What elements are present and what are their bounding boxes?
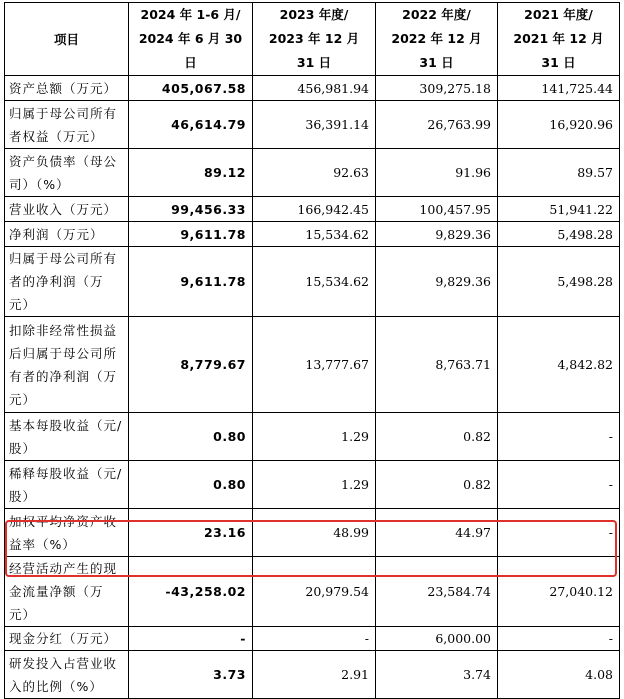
header-item: 项目: [5, 3, 129, 76]
value-2022: 44.97: [376, 509, 498, 557]
value-2021: -: [498, 509, 620, 557]
header-col-2022-line2: 2022 年 12 月 31 日: [391, 31, 482, 70]
header-col-2024h1-line1: 2024 年 1-6 月/: [140, 7, 241, 22]
value-2021: -: [498, 461, 620, 509]
value-2023: 48.99: [253, 509, 376, 557]
value-2024h1: 99,456.33: [129, 197, 253, 222]
value-2021: 51,941.22: [498, 197, 620, 222]
value-2022: 91.96: [376, 149, 498, 197]
value-2021: -: [498, 627, 620, 651]
header-col-2023: [253, 3, 376, 76]
row-label: 资产负债率（母公司）（%）: [5, 149, 129, 197]
table-row: [5, 197, 620, 222]
value-2021: 141,725.44: [498, 76, 620, 101]
value-2022: 0.82: [376, 461, 498, 509]
value-2022: 9,829.36: [376, 222, 498, 247]
value-2023: -: [253, 627, 376, 651]
value-2023: 166,942.45: [253, 197, 376, 222]
value-2024h1: -43,258.02: [129, 557, 253, 627]
value-2022: 9,829.36: [376, 247, 498, 317]
row-label: 研发投入占营业收入的比例（%）: [5, 651, 129, 699]
table-row: [5, 76, 620, 101]
value-2024h1: 405,067.58: [129, 76, 253, 101]
value-2023: 15,534.62: [253, 222, 376, 247]
value-2022: 6,000.00: [376, 627, 498, 651]
value-2023: 20,979.54: [253, 557, 376, 627]
value-2023: 36,391.14: [253, 101, 376, 149]
row-label: 经营活动产生的现金流量净额（万元）: [5, 557, 129, 627]
row-label: 稀释每股收益（元/股）: [5, 461, 129, 509]
header-col-2022: [376, 3, 498, 76]
value-2023: 13,777.67: [253, 317, 376, 413]
header-col-2022-line1: 2022 年度/: [402, 7, 471, 22]
header-col-2023-line2: 2023 年 12 月 31 日: [268, 31, 360, 70]
value-2024h1: 23.16: [129, 509, 253, 557]
value-2021: 89.57: [498, 149, 620, 197]
row-label: 营业收入（万元）: [5, 197, 129, 222]
row-label: 基本每股收益（元/股）: [5, 413, 129, 461]
table-row: [5, 222, 620, 247]
financial-data-table: [4, 2, 620, 699]
row-label: 现金分红（万元）: [5, 627, 129, 651]
row-label: 加权平均净资产收益率（%）: [5, 509, 129, 557]
value-2024h1: 0.80: [129, 413, 253, 461]
value-2023: 15,534.62: [253, 247, 376, 317]
table-row: [5, 149, 620, 197]
table-row: [5, 247, 620, 317]
value-2023: 456,981.94: [253, 76, 376, 101]
value-2022: 309,275.18: [376, 76, 498, 101]
table-row: [5, 413, 620, 461]
value-2021: 4,842.82: [498, 317, 620, 413]
header-row: [5, 3, 620, 76]
value-2023: 92.63: [253, 149, 376, 197]
header-col-2024h1: [129, 3, 253, 76]
value-2023: 1.29: [253, 413, 376, 461]
value-2024h1: 9,611.78: [129, 247, 253, 317]
table-row-highlighted: [5, 557, 620, 627]
row-label: 扣除非经常性损益后归属于母公司所有者的净利润（万元）: [5, 317, 129, 413]
value-2023: 1.29: [253, 461, 376, 509]
value-2024h1: 8,779.67: [129, 317, 253, 413]
value-2021: 27,040.12: [498, 557, 620, 627]
value-2024h1: 46,614.79: [129, 101, 253, 149]
value-2021: 5,498.28: [498, 222, 620, 247]
value-2023: 2.91: [253, 651, 376, 699]
value-2024h1: 9,611.78: [129, 222, 253, 247]
value-2022: 3.74: [376, 651, 498, 699]
value-2021: 5,498.28: [498, 247, 620, 317]
value-2021: 16,920.96: [498, 101, 620, 149]
value-2022: 100,457.95: [376, 197, 498, 222]
row-label: 归属于母公司所有者权益（万元）: [5, 101, 129, 149]
header-col-2021: [498, 3, 620, 76]
value-2022: 23,584.74: [376, 557, 498, 627]
value-2022: 0.82: [376, 413, 498, 461]
row-label: 资产总额（万元）: [5, 76, 129, 101]
value-2024h1: 3.73: [129, 651, 253, 699]
table-row: [5, 509, 620, 557]
table-row: [5, 627, 620, 651]
value-2022: 8,763.71: [376, 317, 498, 413]
header-col-2021-line2: 2021 年 12 月 31 日: [513, 31, 604, 70]
row-label: 归属于母公司所有者的净利润（万元）: [5, 247, 129, 317]
value-2024h1: 0.80: [129, 461, 253, 509]
header-col-2024h1-line2: 2024 年 6 月 30 日: [138, 31, 243, 70]
value-2024h1: -: [129, 627, 253, 651]
table-row: [5, 317, 620, 413]
table-row: [5, 461, 620, 509]
header-col-2021-line1: 2021 年度/: [524, 7, 593, 22]
header-col-2023-line1: 2023 年度/: [279, 7, 349, 22]
value-2024h1: 89.12: [129, 149, 253, 197]
table-row: [5, 651, 620, 699]
row-label: 净利润（万元）: [5, 222, 129, 247]
value-2022: 26,763.99: [376, 101, 498, 149]
table-row: [5, 101, 620, 149]
value-2021: 4.08: [498, 651, 620, 699]
value-2021: -: [498, 413, 620, 461]
